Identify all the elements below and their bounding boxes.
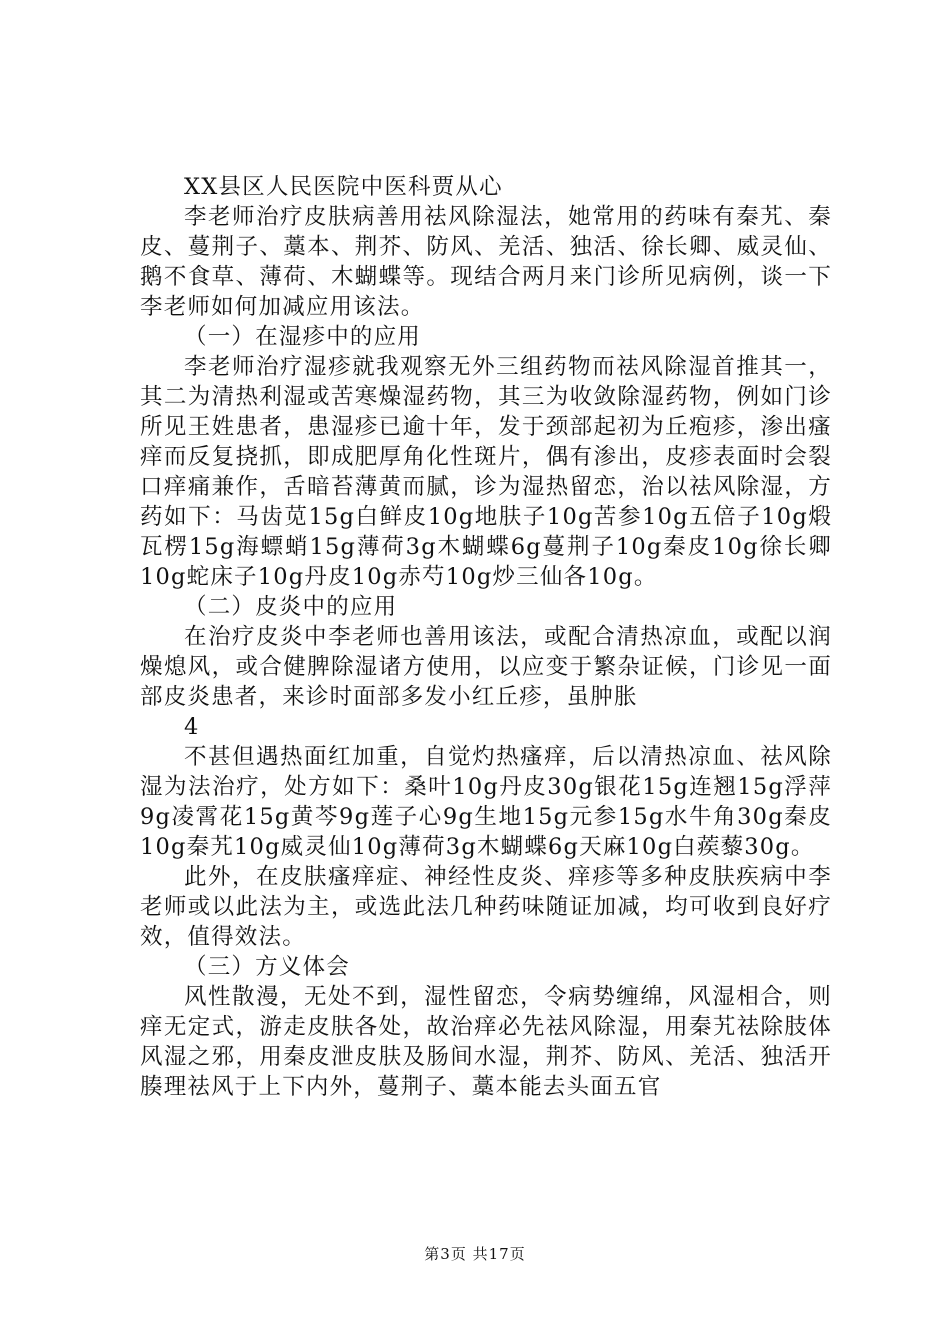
document-body — [140, 172, 832, 1102]
body-paragraph: 风性散漫，无处不到，湿性留恋，令病势缠绵，风湿相合，则痒无定式，游走皮肤各处，故治痒必先祛风除湿，用秦艽祛除肢体风湿之邪，用秦皮泄皮肤及肠间水湿，荆芥、防风、羌活、独活开腠理祛风于上下内外，蔓荆子、藁本能去头面五官 — [140, 984, 832, 1100]
body-paragraph: 此外，在皮肤瘙痒症、神经性皮炎、痒疹等多种皮肤疾病中李老师或以此法为主，或选此法几种药味随证加减，均可收到良好疗效，值得效法。 — [140, 864, 832, 950]
section-heading: （一）在湿疹中的应用 — [184, 324, 422, 350]
section-heading: （二）皮炎中的应用 — [184, 594, 398, 620]
body-paragraph: 不甚但遇热面红加重，自觉灼热瘙痒，后以清热凉血、祛风除湿为法治疗，处方如下：桑叶10g丹皮30g银花15g连翘15g浮萍9g凌霄花15g黄芩9g莲子心9g生地15g元参15g水牛角30g秦皮10g秦艽10g威灵仙10g薄荷3g木蝴蝶6g天麻10g白蒺藜30g。 — [140, 744, 832, 860]
section-heading: （三）方义体会 — [184, 954, 350, 980]
page-footer: 第3页 共17页 — [424, 1245, 526, 1263]
stray-number: 4 — [184, 714, 200, 740]
body-paragraph: 在治疗皮炎中李老师也善用该法，或配合清热凉血，或配以润燥熄风，或合健脾除湿诸方使用，以应变于繁杂证候，门诊见一面部皮炎患者，来诊时面部多发小红丘疹，虽肿胀 — [140, 624, 832, 710]
body-paragraph: 李老师治疗湿疹就我观察无外三组药物而祛风除湿首推其一，其二为清热利湿或苦寒燥湿药物，其三为收敛除湿药物，例如门诊所见王姓患者，患湿疹已逾十年，发于颈部起初为丘疱疹，渗出瘙痒而反复挠抓，即成肥厚角化性斑片，偶有渗出，皮疹表面时会裂口痒痛兼作，舌暗苔薄黄而腻，诊为湿热留恋，治以祛风除湿，方药如下：马齿苋15g白鲜皮10g地肤子10g苦参10g五倍子10g煅瓦楞15g海螵蛸15g薄荷3g木蝴蝶6g蔓荆子10g秦皮10g徐长卿10g蛇床子10g丹皮10g赤芍10g炒三仙各10g。 — [140, 354, 832, 590]
body-paragraph: 李老师治疗皮肤病善用祛风除湿法，她常用的药味有秦艽、秦皮、蔓荆子、藁本、荆芥、防风、羌活、独活、徐长卿、威灵仙、鹅不食草、薄荷、木蝴蝶等。现结合两月来门诊所见病例，谈一下李老师如何加减应用该法。 — [140, 204, 832, 320]
author-line: XX县区人民医院中医科贾从心 — [184, 174, 503, 200]
